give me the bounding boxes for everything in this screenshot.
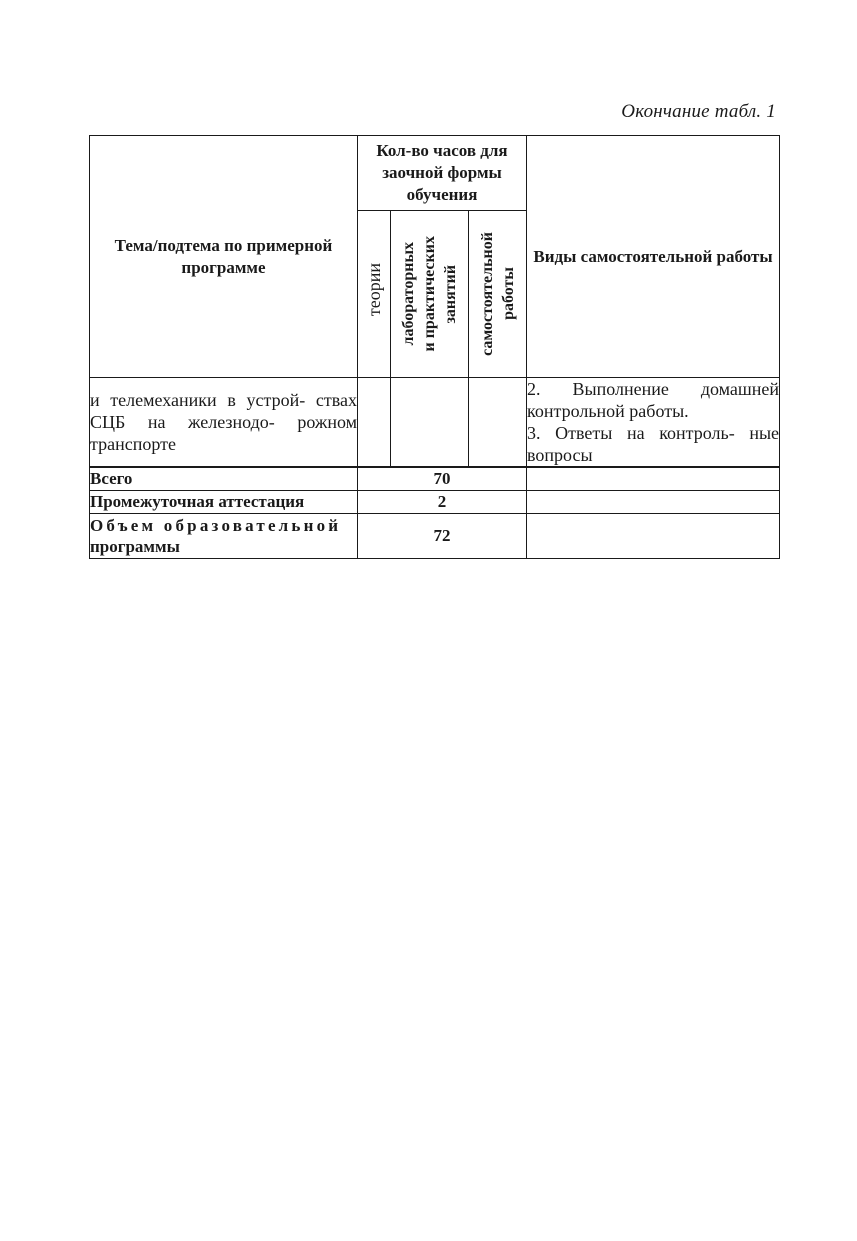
header-theory: теории [363, 263, 384, 317]
table-row [90, 378, 780, 468]
attestation-label: Промежуточная аттестация [90, 491, 358, 514]
summary-row-attestation [90, 491, 780, 514]
volume-label-line1: Объем образовательной [90, 516, 342, 535]
header-hours-group: Кол-во часов для заочной формы обучения [358, 136, 527, 211]
work-item: 3. Ответы на контроль- ные вопросы [527, 423, 780, 465]
self-cell [469, 378, 527, 468]
header-lab-line3: занятий [442, 264, 459, 324]
volume-empty [527, 514, 780, 559]
volume-label [90, 514, 358, 559]
summary-row-volume [90, 514, 780, 559]
total-label: Всего [90, 467, 358, 491]
header-lab-line2: и практических [421, 236, 438, 352]
summary-row-total [90, 467, 780, 491]
header-topic: Тема/подтема по примерной программе [90, 136, 358, 378]
total-empty [527, 467, 780, 491]
header-self-line1: самостоятельной [478, 232, 496, 356]
volume-value: 72 [358, 514, 527, 559]
work-types-cell [527, 378, 780, 468]
header-theory-cell [358, 211, 391, 378]
header-lab-cell [391, 211, 469, 378]
header-self-line2: работы [499, 267, 517, 321]
lab-cell [391, 378, 469, 468]
header-self [477, 232, 519, 356]
header-self-cell [469, 211, 527, 378]
header-lab [398, 236, 461, 352]
volume-label-line2: программы [90, 537, 180, 556]
header-row-1 [90, 136, 780, 211]
header-lab-line1: лабораторных [400, 242, 417, 346]
total-value: 70 [358, 467, 527, 491]
attestation-empty [527, 491, 780, 514]
topic-cell: и телемеханики в устрой- ствах СЦБ на железнодо- рожном транспорте [90, 378, 358, 468]
attestation-value: 2 [358, 491, 527, 514]
theory-cell [358, 378, 391, 468]
work-item: 2. Выполнение домашней контрольной работы. [527, 379, 780, 421]
header-work-types: Виды самостоятельной работы [527, 136, 780, 378]
study-hours-table [89, 135, 780, 559]
table-caption: Окончание табл. 1 [621, 101, 776, 122]
